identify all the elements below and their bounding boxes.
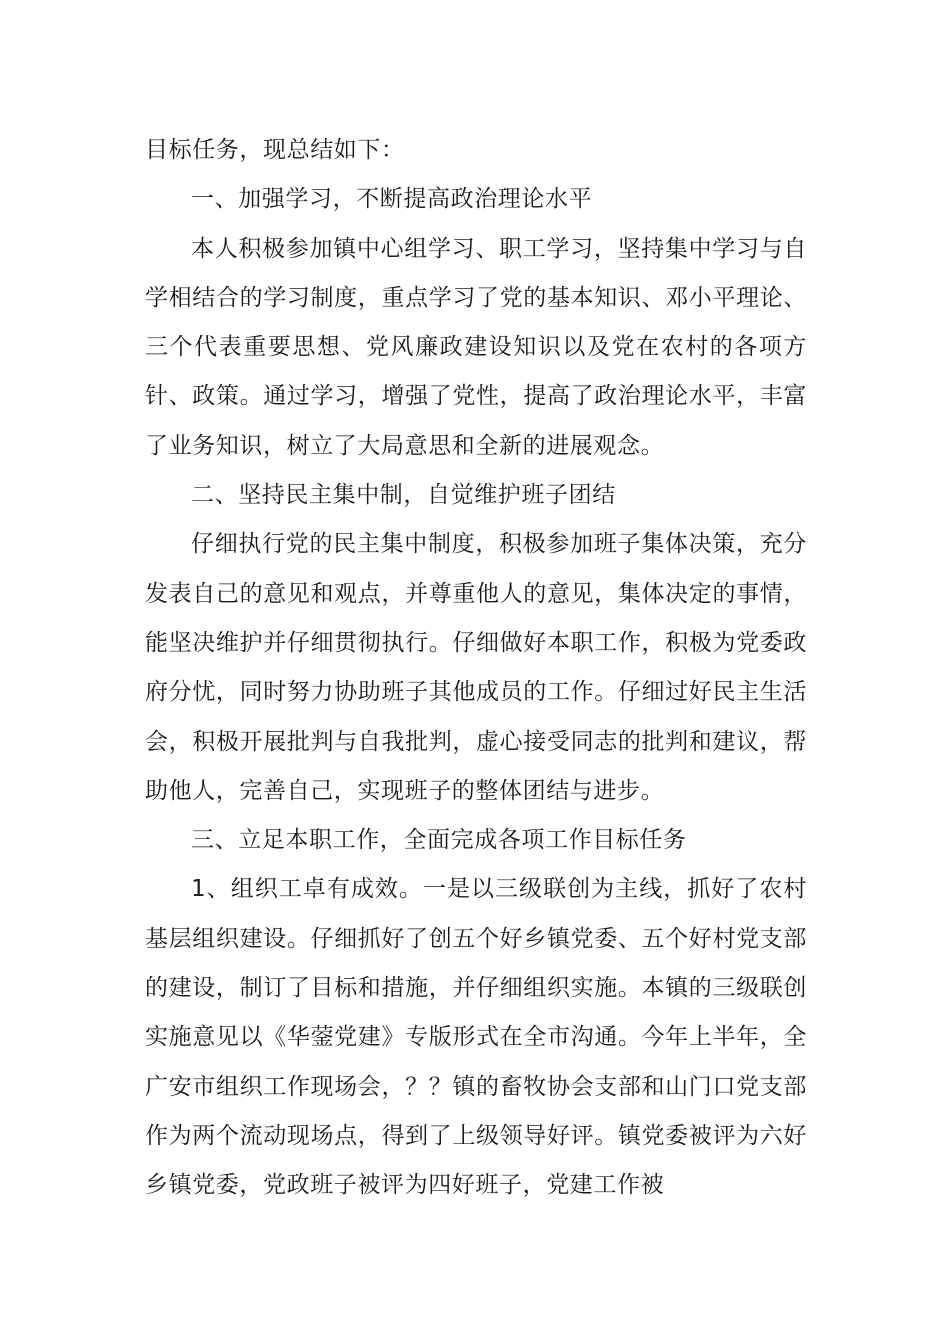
paragraph-section-1: 本人积极参加镇中心组学习、职工学习，坚持集中学习与自学相结合的学习制度，重点学习了党的基本知识、邓小平理论、三个代表重要思想、党风廉政建设知识以及党在农村的各项方针、政策。通过学习，增强了党性，提高了政治理论水平，丰富了业务知识，树立了大局意思和全新的进展观念。 — [145, 235, 807, 459]
paragraph-intro: 目标任务，现总结如下： — [145, 137, 405, 163]
heading-section-2: 二、坚持民主集中制，自觉维护班子团结 — [191, 482, 616, 509]
heading-section-1: 一、加强学习，不断提高政治理论水平 — [191, 186, 593, 213]
paragraph-section-2: 仔细执行党的民主集中制度，积极参加班子集体决策，充分发表自己的意见和观点，并尊重他人的意见，集体决定的事情，能坚决维护并仔细贯彻执行。仔细做好本职工作，积极为党委政府分忧，同时努力协助班子其他成员的工作。仔细过好民主生活会，积极开展批判与自我批判，虚心接受同志的批判和建议，帮助他人，完善自己，实现班子的整体团结与进步。 — [145, 531, 807, 804]
heading-section-3: 三、立足本职工作，全面完成各项工作目标任务 — [191, 827, 687, 854]
paragraph-section-3-item-1: 1、组织工卓有成效。一是以三级联创为主线，抓好了农村基层组织建设。仔细抓好了创五个好乡镇党委、五个好村党支部的建设，制订了目标和措施，并仔细组织实施。本镇的三级联创实施意见以《华蓥党建》专版形式在全市沟通。今年上半年，全广安市组织工作现场会，？？镇的畜牧协会支部和山门口党支部作为两个流动现场点，得到了上级领导好评。镇党委被评为六好乡镇党委，党政班子被评为四好班子，党建工作被 — [145, 876, 807, 1199]
document-body — [145, 126, 807, 1211]
